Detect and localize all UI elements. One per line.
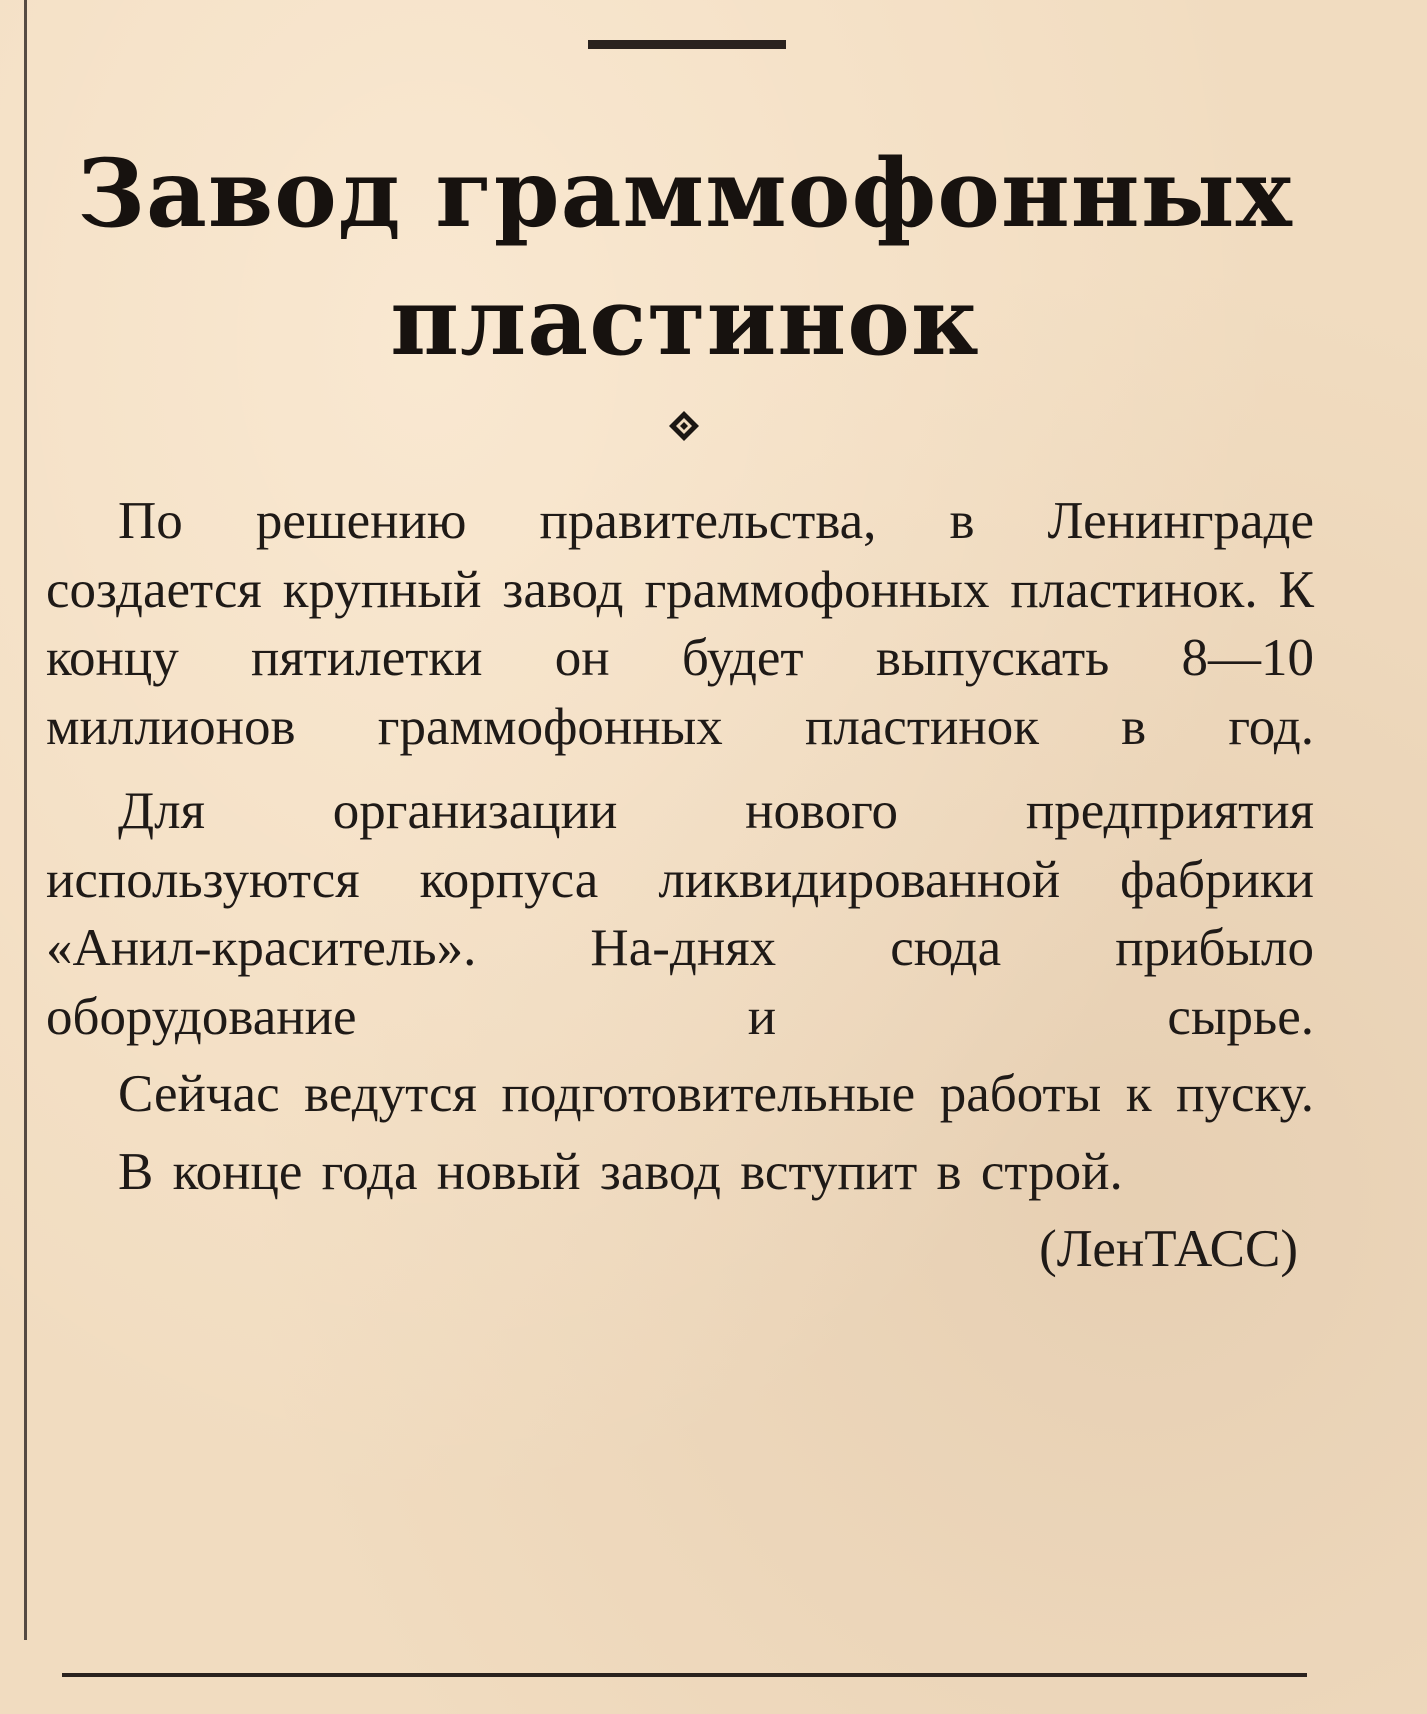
- diamond-ornament-icon: [667, 409, 701, 443]
- separator-rule-top: [588, 40, 786, 49]
- article-paragraph-3: Сейчас ведутся подготовительные работы к пуску.: [118, 1065, 1314, 1123]
- article-paragraph-4: [46, 1138, 1314, 1207]
- article-headline: [60, 130, 1310, 386]
- column-rule-left: [24, 0, 27, 1640]
- article-credit: (ЛенТАСС): [1039, 1220, 1298, 1278]
- headline-line-2: пластинок: [390, 267, 980, 377]
- article-paragraph-2: Для организации нового предприятия используются корпуса ликвидированной фабрики «Анил-краситель». На-днях сюда прибыло оборудование и сырье.: [46, 782, 1314, 1046]
- separator-rule-bottom: [62, 1673, 1307, 1677]
- credit-line: [46, 1215, 1314, 1284]
- article-final-paragraph: В конце года новый завод вступит в строй.: [118, 1142, 1123, 1201]
- headline-line-1: Завод граммофонных: [77, 139, 1293, 249]
- article-body: [46, 487, 1314, 1284]
- article-paragraph-1: По решению правительства, в Ленинграде создается крупный завод граммофонных пластинок. К концу пятилетки он будет выпускать 8—10 миллионов граммофонных пластинок в год.: [46, 492, 1314, 756]
